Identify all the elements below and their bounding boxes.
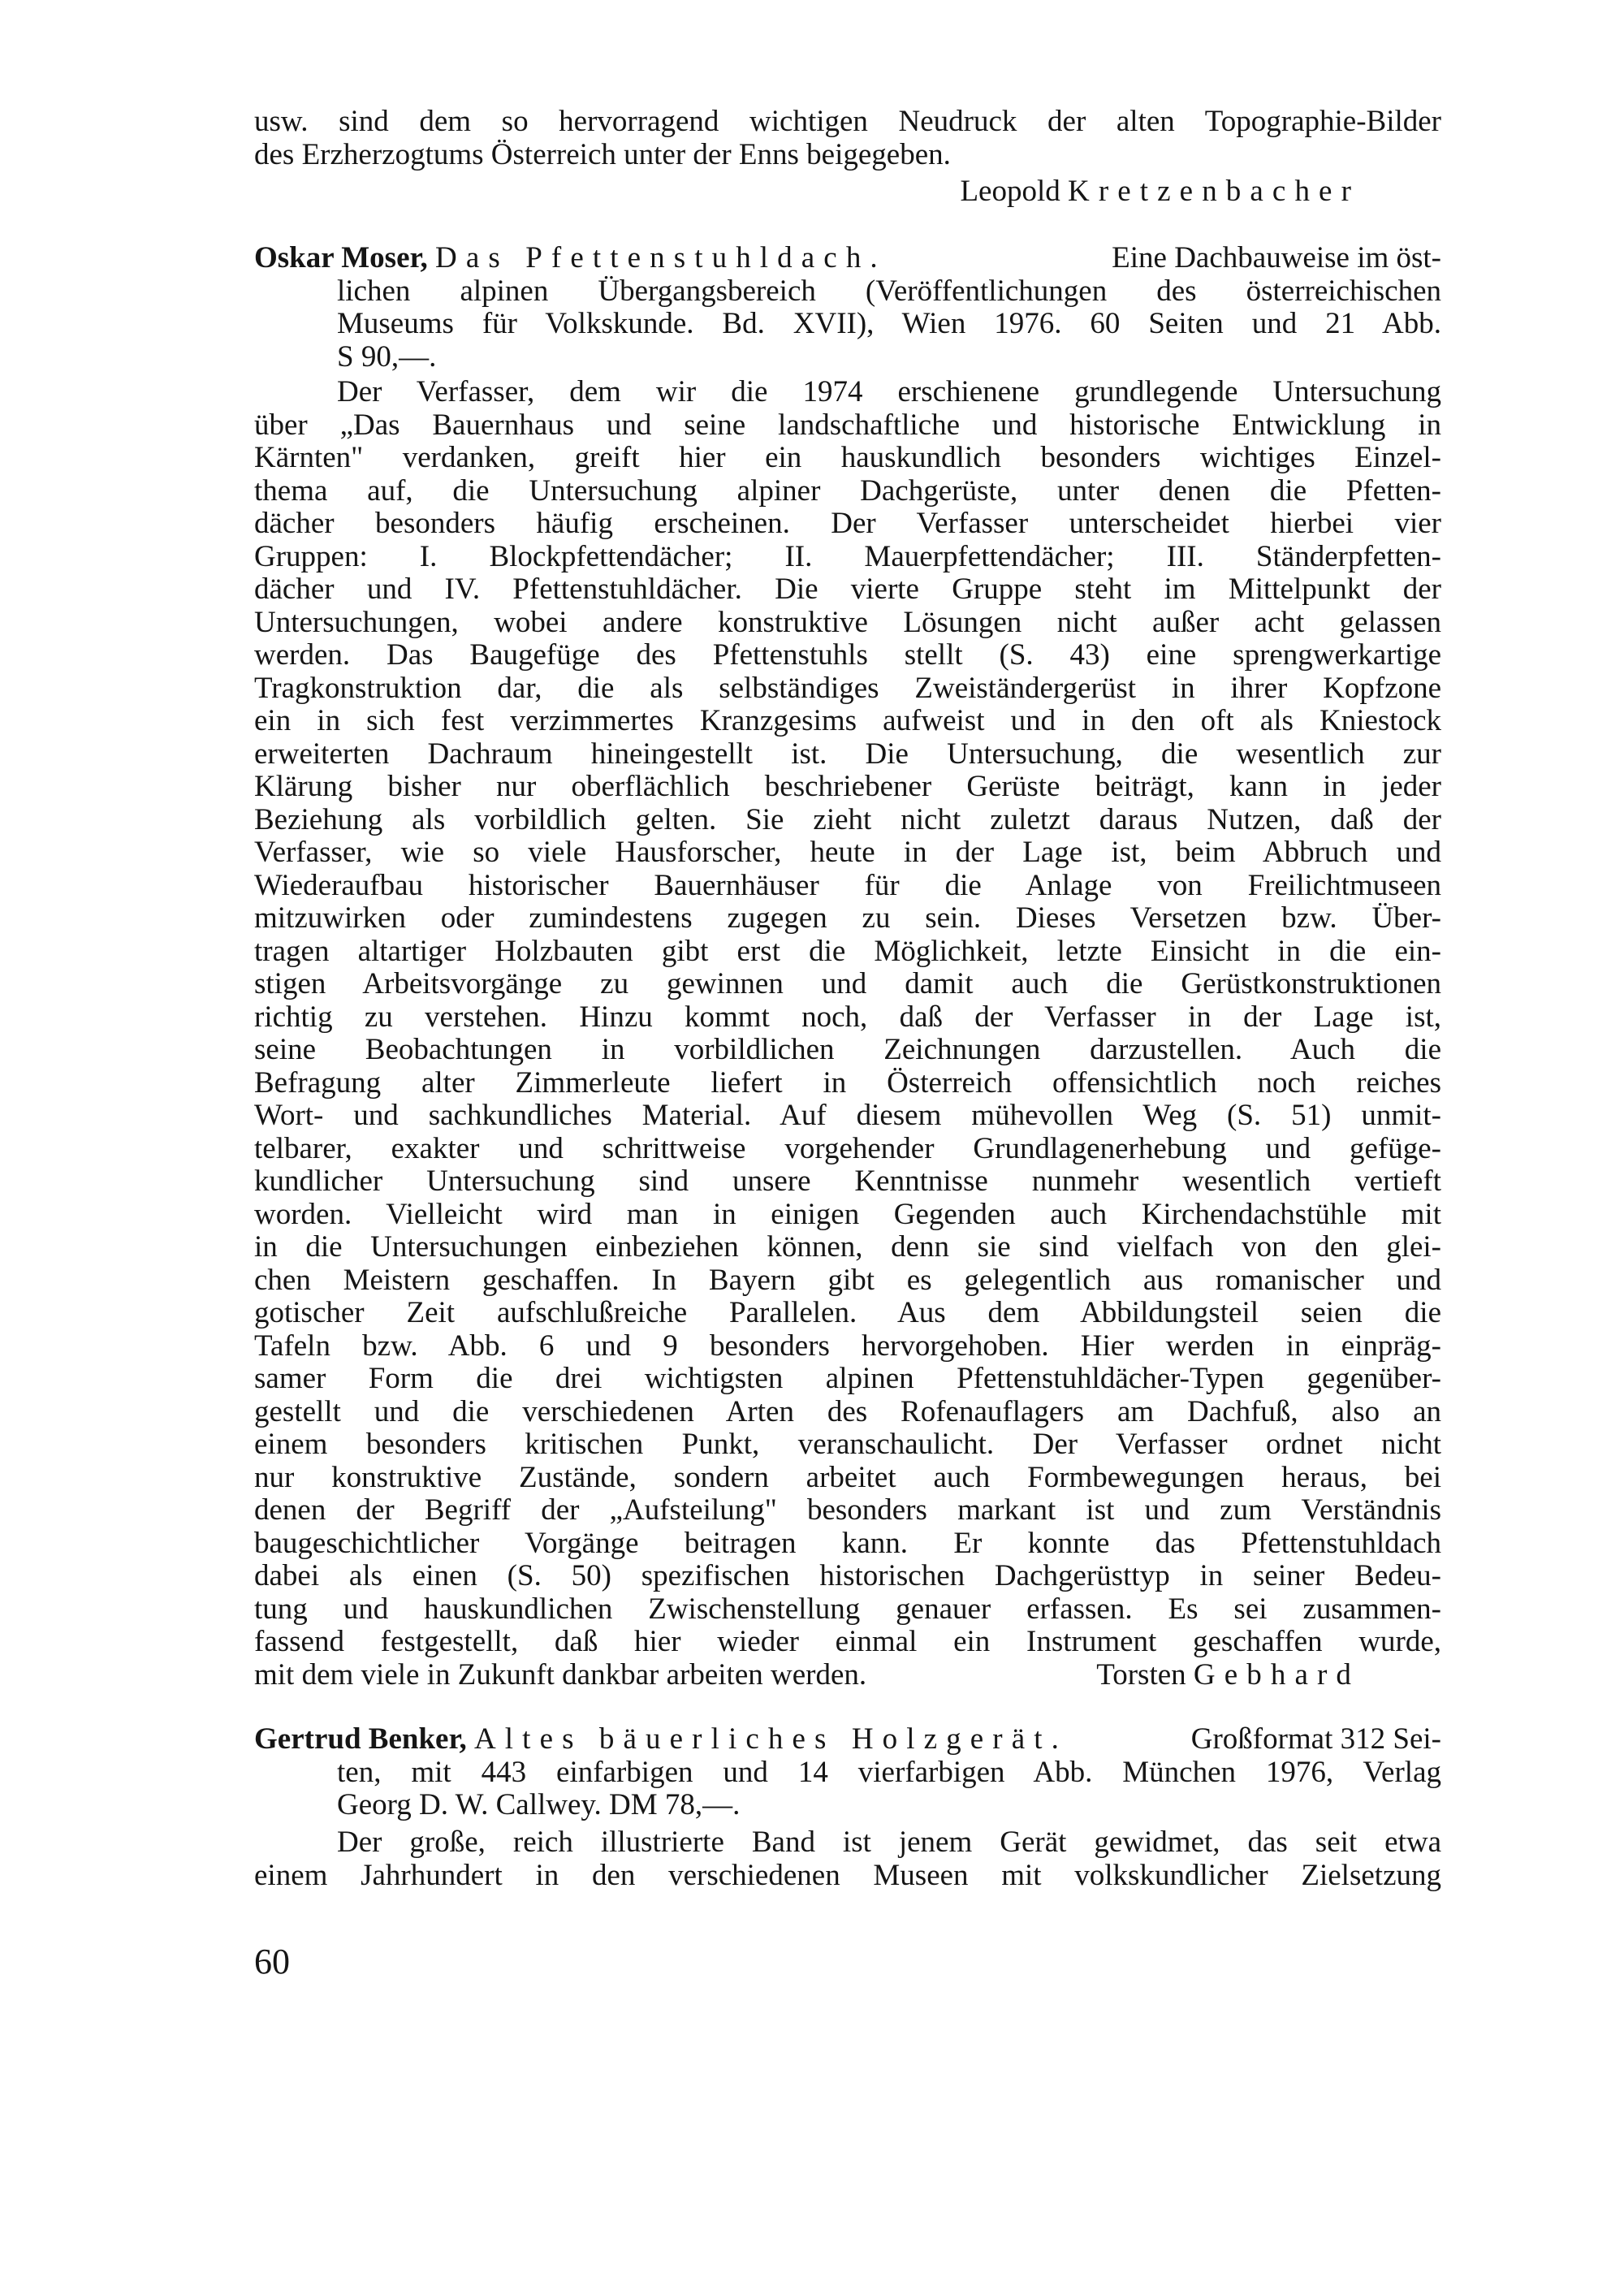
author: Oskar Moser, <box>254 241 428 274</box>
text-line: thema auf, die Untersuchung alpiner Dachgerüste, unter denen die Pfetten- <box>254 473 1441 508</box>
text-line: denen der Begriff der „Aufsteilung" besonders markant ist und zum Verständnis <box>254 1493 1441 1527</box>
text-line: Kärnten" verdanken, greift hier ein hauskundlich besonders wichtiges Einzel- <box>254 441 1441 474</box>
text-line: Wort- und sachkundliches Material. Auf diesem mühevollen Weg (S. 51) unmit- <box>254 1099 1441 1132</box>
text-line: Wiederaufbau historischer Bauernhäuser für die Anlage von Freilichtmuseen <box>254 868 1441 902</box>
text-line: ein in sich fest verzimmertes Kranzgesims aufweist und in den oft als Kniestock <box>254 704 1441 737</box>
citation-text: Eine Dachbauweise im öst- <box>1112 241 1441 274</box>
text-line: dabei als einen (S. 50) spezifischen historischen Dachgerüsttyp in seiner Bedeu- <box>254 1559 1441 1592</box>
text-line: des Erzherzogtums Österreich unter der Enns beigegeben. <box>254 137 951 171</box>
text-line: seine Beobachtungen in vorbildlichen Zeichnungen darzustellen. Auch die <box>254 1033 1441 1066</box>
text-line: Tragkonstruktion dar, die als selbständiges Zweiständergerüst in ihrer Kopfzone <box>254 671 1441 705</box>
text-line-last <box>254 1659 1441 1692</box>
text-line: samer Form die drei wichtigsten alpinen Pfettenstuhldächer-Typen gegenüber- <box>254 1362 1441 1395</box>
text-line: werden. Das Baugefüge des Pfettenstuhls stellt (S. 43) eine sprengwerkartige <box>254 638 1441 672</box>
review-moser-body <box>254 376 1441 1692</box>
citation-first-line <box>254 242 1441 275</box>
text-line: kundlicher Untersuchung sind unsere Kenntnisse nunmehr wesentlich vertieft <box>254 1164 1441 1198</box>
text-line: Der Verfasser, dem wir die 1974 erschienene grundlegende Untersuchung <box>337 375 1441 408</box>
text-line: einem besonders kritischen Punkt, veranschaulicht. Der Verfasser ordnet nicht <box>254 1428 1441 1461</box>
text-line: erweiterten Dachraum hineingestellt ist. Die Untersuchung, die wesentlich zur <box>254 737 1441 771</box>
text-line: Verfasser, wie so viele Hausforscher, heute in der Lage ist, beim Abbruch und <box>254 836 1441 869</box>
text-line: fassend festgestellt, daß hier wieder einmal ein Instrument geschaffen wurde, <box>254 1625 1441 1658</box>
review-benker-body <box>254 1826 1441 1892</box>
text-line: telbarer, exakter und schrittweise vorgehender Grundlagenerhebung und gefüge- <box>254 1131 1441 1165</box>
top-paragraph <box>254 106 1441 171</box>
text-line: mit dem viele in Zukunft dankbar arbeiten werden. <box>254 1657 867 1692</box>
text-line: tung und hauskundlichen Zwischenstellung genauer erfassen. Es sei zusammen- <box>254 1592 1441 1626</box>
text-line: einem Jahrhundert in den verschiedenen Museen mit volkskundlicher Zielsetzung <box>254 1858 1441 1892</box>
text-line: über „Das Bauernhaus und seine landschaftliche und historische Entwicklung in <box>254 408 1441 442</box>
book-title: Altes bäuerliches Holzgerät. <box>473 1722 1068 1756</box>
text-line: chen Meistern geschaffen. In Bayern gibt es gelegentlich aus romanischer und <box>254 1263 1441 1297</box>
text-line: mitzuwirken oder zumindestens zugegen zu sein. Dieses Versetzen bzw. Über- <box>254 901 1441 935</box>
text-line: Klärung bisher nur oberflächlich beschriebener Gerüste beiträgt, kann in jeder <box>254 770 1441 803</box>
text-line: gestellt und die verschiedenen Arten des Rofenauflagers am Dachfuß, also an <box>254 1394 1441 1428</box>
review-benker-citation <box>254 1723 1441 1822</box>
text-line: Georg D. W. Callwey. DM 78,—. <box>337 1788 741 1821</box>
signature-first: Torsten <box>1096 1657 1186 1692</box>
text-line: S 90,—. <box>337 339 437 374</box>
text-line: usw. sind dem so hervorragend wichtigen Neudruck der alten Topographie-Bilder <box>254 105 1441 138</box>
signature-first: Leopold <box>960 175 1060 208</box>
signature-last: Gebhard <box>1193 1657 1360 1692</box>
text-line: Tafeln bzw. Abb. 6 und 9 besonders hervorgehoben. Hier werden in einpräg- <box>254 1329 1441 1363</box>
text-line: in die Untersuchungen einbeziehen können, denn sie sind vielfach von den glei- <box>254 1230 1441 1264</box>
page-number: 60 <box>254 1942 290 1981</box>
text-line: tragen altartiger Holzbauten gibt erst die Möglichkeit, letzte Einsicht in die ein- <box>254 934 1441 968</box>
text-line: dächer und IV. Pfettenstuhldächer. Die vierte Gruppe steht im Mittelpunkt der <box>254 572 1441 606</box>
text-line: Untersuchungen, wobei andere konstruktive Lösungen nicht außer acht gelassen <box>254 605 1441 639</box>
text-line: Beziehung als vorbildlich gelten. Sie zieht nicht zuletzt daraus Nutzen, daß der <box>254 802 1441 836</box>
citation-text: Großformat 312 Sei- <box>1190 1722 1441 1756</box>
author: Gertrud Benker, <box>254 1722 467 1756</box>
text-line: richtig zu verstehen. Hinzu kommt noch, daß der Verfasser in der Lage ist, <box>254 1000 1441 1034</box>
text-line: stigen Arbeitsvorgänge zu gewinnen und damit auch die Gerüstkonstruktionen <box>254 967 1441 1000</box>
text-line: worden. Vielleicht wird man in einigen Gegenden auch Kirchendachstühle mit <box>254 1197 1441 1231</box>
book-title: Das Pfettenstuhldach. <box>435 241 887 274</box>
text-line: ten, mit 443 einfarbigen und 14 vierfarbigen Abb. München 1976, Verlag <box>337 1755 1441 1789</box>
text-line: gotischer Zeit aufschlußreiche Parallelen. Aus dem Abbildungsteil seien die <box>254 1296 1441 1329</box>
citation-first-line <box>254 1723 1441 1756</box>
signature-kretzenbacher <box>254 174 1360 209</box>
text-line: nur konstruktive Zustände, sondern arbeitet auch Formbewegungen heraus, bei <box>254 1460 1441 1494</box>
text-line: Befragung alter Zimmerleute liefert in Österreich offensichtlich noch reiches <box>254 1065 1441 1100</box>
review-moser-citation <box>254 242 1441 374</box>
text-line: Der große, reich illustrierte Band ist jenem Gerät gewidmet, das seit etwa <box>337 1826 1441 1859</box>
text-line: baugeschichtlicher Vorgänge beitragen kann. Er konnte das Pfettenstuhldach <box>254 1526 1441 1560</box>
text-line: Gruppen: I. Blockpfettendächer; II. Mauerpfettendächer; III. Ständerpfetten- <box>254 539 1441 573</box>
text-line: dächer besonders häufig erscheinen. Der Verfasser unterscheidet hierbei vier <box>254 507 1441 540</box>
signature-last: Kretzenbacher <box>1068 175 1360 208</box>
text-line: Museums für Volkskunde. Bd. XVII), Wien 1976. 60 Seiten und 21 Abb. <box>337 307 1441 340</box>
text-line: lichen alpinen Übergangsbereich (Veröffentlichungen des österreichischen <box>337 274 1441 308</box>
